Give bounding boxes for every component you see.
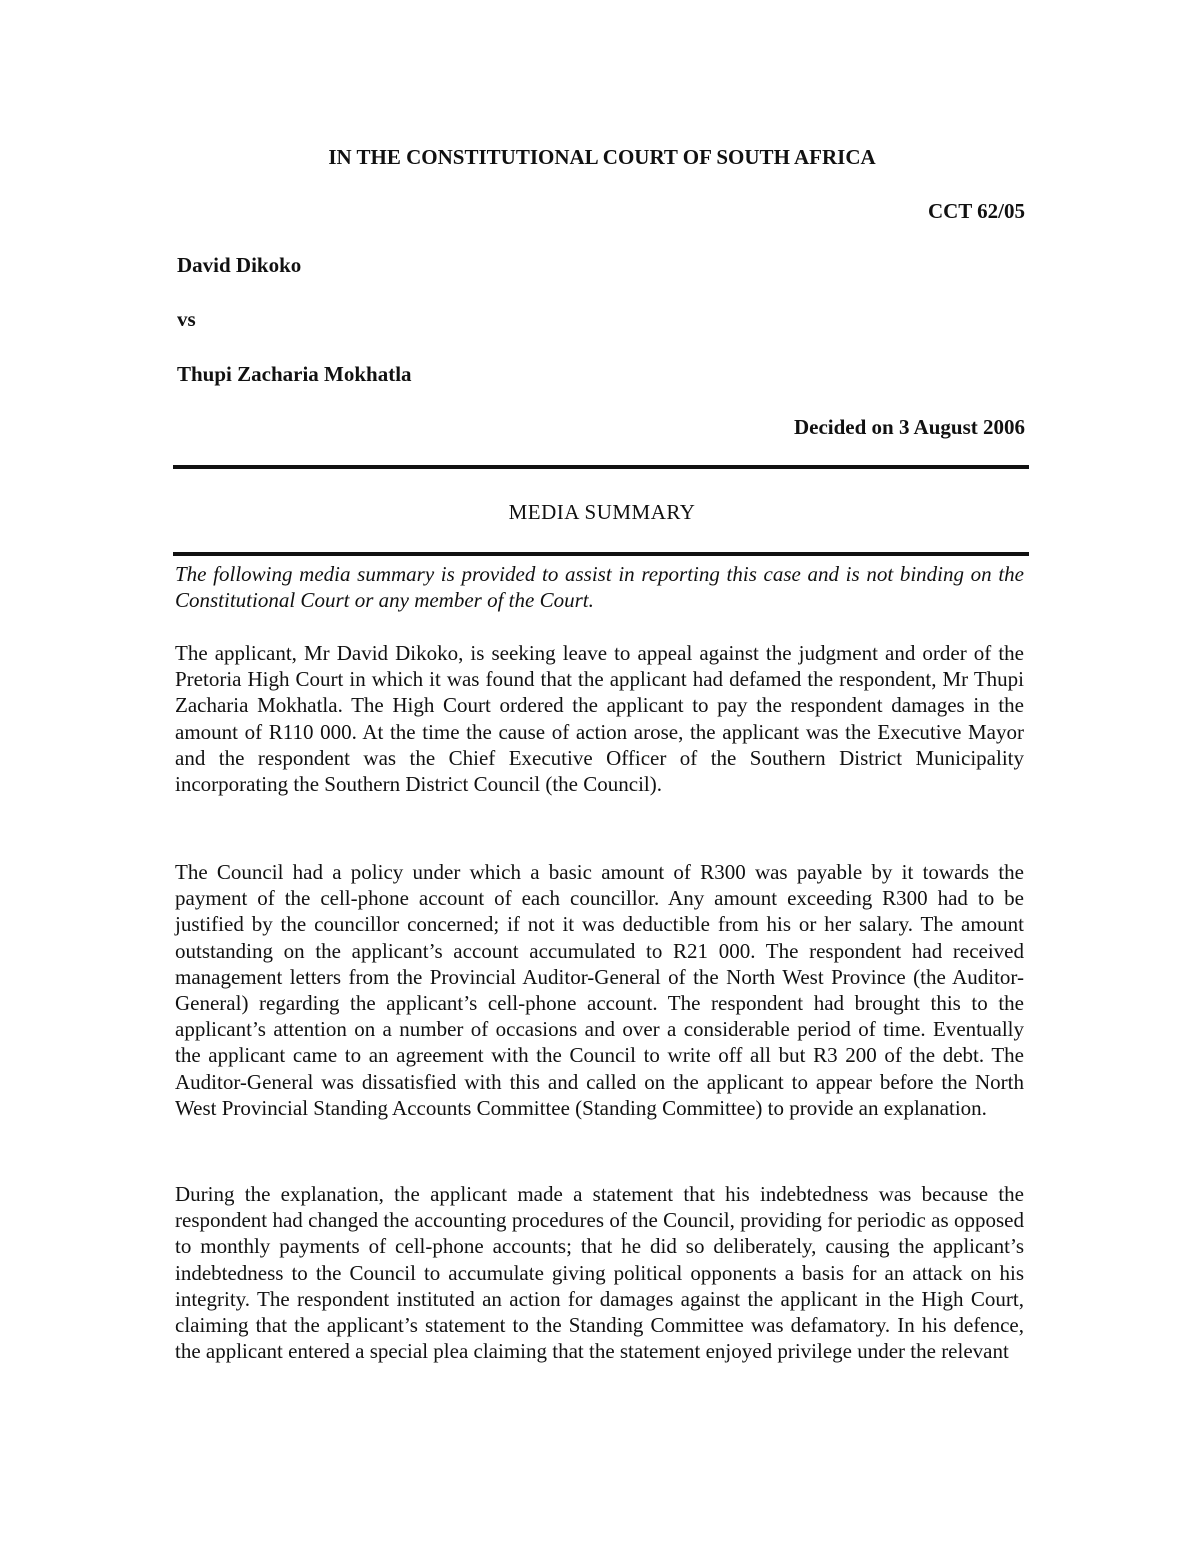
disclaimer-paragraph: The following media summary is provided to assist in reporting this case and is not binding on the Constitutional Court or any member of the Court. xyxy=(175,562,1024,613)
body-paragraph-2: The Council had a policy under which a basic amount of R300 was payable by it towards the payment of the cell-phone account of each councillor. Any amount exceeding R300 had to be justified by the councillor concerned; if not it was deductible from his or her salary. The amount outstanding on the applicant’s account accumulated to R21 000. The respondent had received management letters from the Provincial Auditor-General of the North West Province (the Auditor-General) regarding the applicant’s cell-phone account. The respondent had brought this to the applicant’s attention on a number of occasions and over a considerable period of time. Eventually the applicant came to an agreement with the Council to write off all but R3 200 of the debt. The Auditor-General was dissatisfied with this and called on the applicant to appear before the North West Provincial Standing Accounts Committee (Standing Committee) to provide an explanation. xyxy=(175,860,1024,1120)
decision-date: Decided on 3 August 2006 xyxy=(793,415,1025,439)
body-paragraph-1: The applicant, Mr David Dikoko, is seeking leave to appeal against the judgment and order of the Pretoria High Court in which it was found that the applicant had defamed the respondent, Mr Thupi Zacharia Mokhatla. The High Court ordered the applicant to pay the respondent damages in the amount of R110 000. At the time the cause of action arose, the applicant was the Executive Mayor and the respondent was the Chief Executive Officer of the Southern District Municipality incorporating the Southern District Council (the Council). xyxy=(175,641,1024,797)
case-number: CCT 62/05 xyxy=(927,199,1025,223)
body-paragraph-3: During the explanation, the applicant made a statement that his indebtedness was because the respondent had changed the accounting procedures of the Council, providing for periodic as opposed to monthly payments of cell-phone accounts; that he did so deliberately, causing the applicant’s indebtedness to the Council to accumulate giving political opponents a basis for an attack on his integrity. The respondent instituted an action for damages against the applicant in the High Court, claiming that the applicant’s statement to the Standing Committee was defamatory. In his defence, the applicant entered a special plea claiming that the statement enjoyed privilege under the relevant xyxy=(175,1182,1024,1364)
court-title: IN THE CONSTITUTIONAL COURT OF SOUTH AFRICA xyxy=(328,145,876,169)
bottom-divider xyxy=(173,552,1029,556)
applicant-name: David Dikoko xyxy=(177,253,302,277)
media-summary-heading: MEDIA SUMMARY xyxy=(508,500,696,524)
versus-label: vs xyxy=(177,307,196,331)
respondent-name: Thupi Zacharia Mokhatla xyxy=(177,362,412,386)
top-divider xyxy=(173,465,1029,469)
